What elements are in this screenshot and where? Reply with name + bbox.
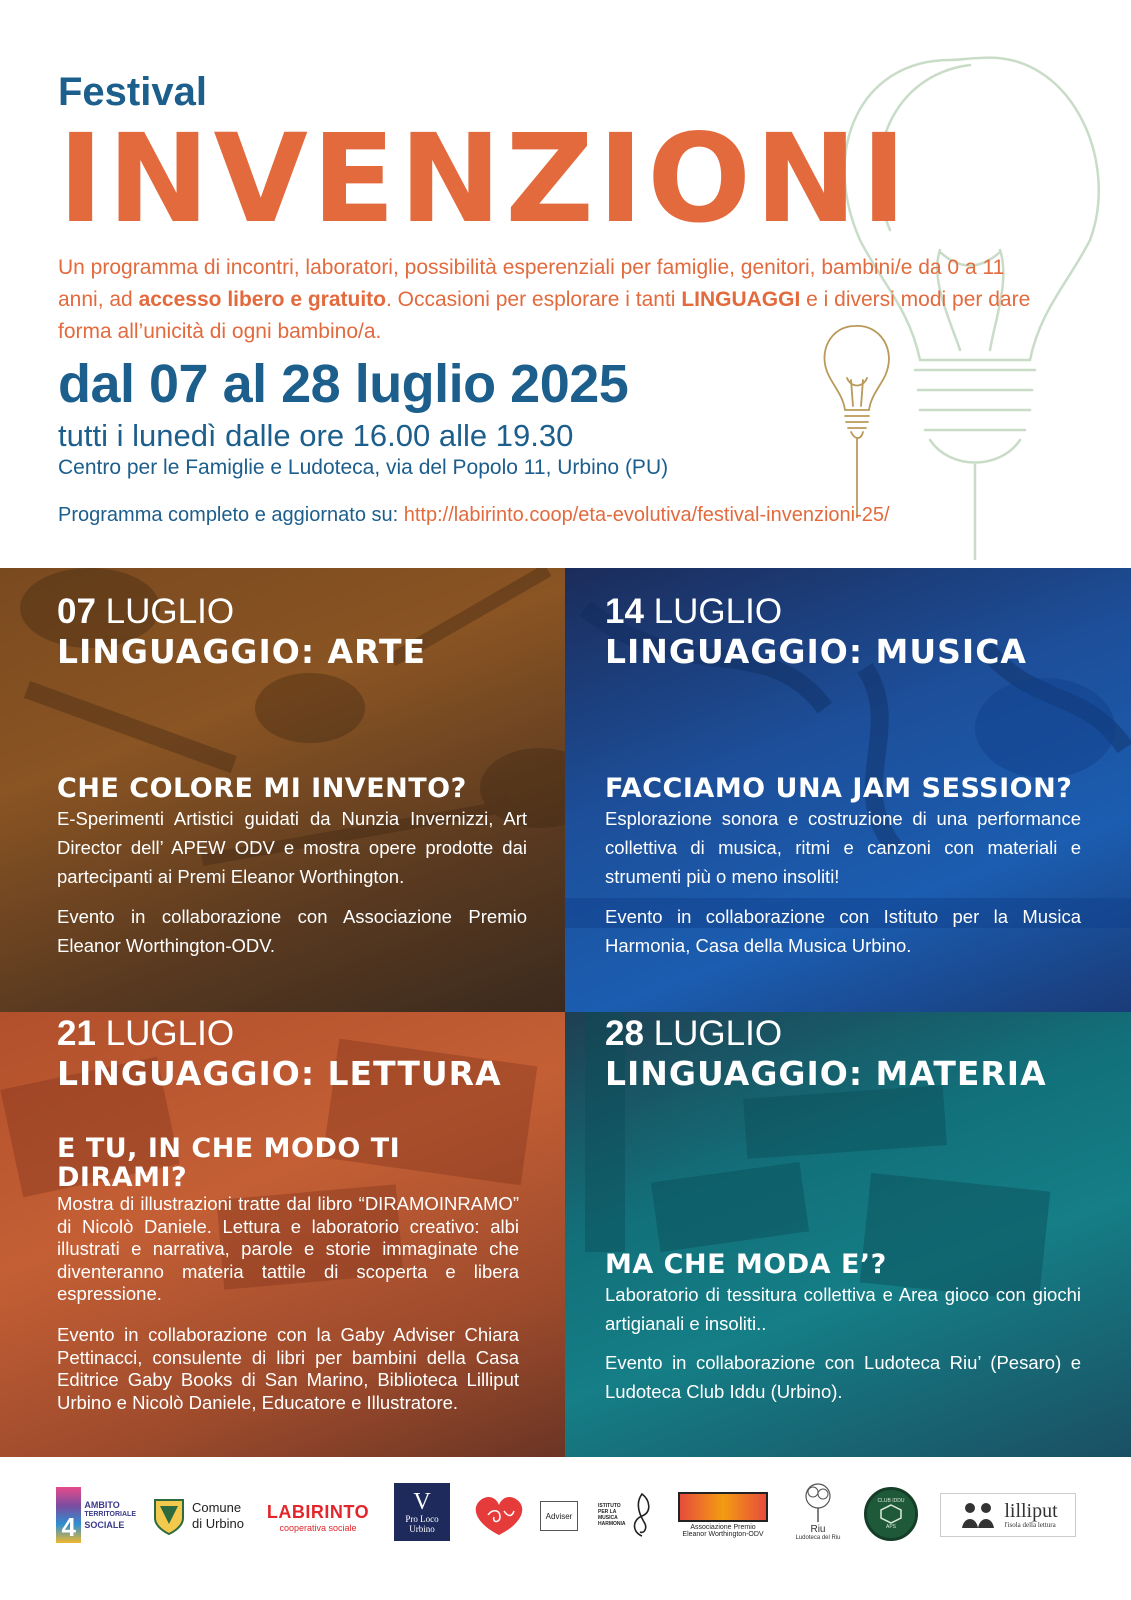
event-language: LINGUAGGIO: MUSICA: [605, 632, 1027, 671]
ambito-line2: TERRITORIALE: [84, 1511, 136, 1518]
event-language: LINGUAGGIO: MATERIA: [605, 1054, 1047, 1093]
event-description: Laboratorio di tessitura collettiva e Area gioco con giochi artigianali e insoliti..: [605, 1284, 1081, 1334]
event-description: Esplorazione sonora e costruzione di una performance collettiva di musica, ritmi e canzoni con materiali e strumenti più o meno insoliti!: [605, 808, 1081, 887]
logo-premio-eleanor: [676, 1487, 770, 1543]
istituto-text: ISTITUTO PER LA MUSICA HARMONIA: [598, 1503, 626, 1527]
logo-labirinto: [262, 1497, 374, 1537]
labirinto-sub: cooperativa sociale: [279, 1522, 357, 1533]
riu-name: Riu: [810, 1523, 826, 1535]
logo-adviser: Adviser: [540, 1501, 578, 1531]
event-collaboration: Evento in collaborazione con Associazione Premio Eleanor Worthington-ODV.: [57, 906, 527, 956]
premio-line1: Associazione Premio: [690, 1524, 756, 1531]
festival-title: INVENZIONI: [58, 108, 911, 250]
lilliput-name: lilliput: [1004, 1500, 1058, 1522]
riu-sub: Ludoteca del Riu: [795, 1534, 841, 1541]
event-collaboration: Evento in collaborazione con Ludoteca Riu’ (Pesaro) e Ludoteca Club Iddu (Urbino).: [605, 1352, 1081, 1402]
event-panel-arte: [0, 568, 565, 1012]
tree-icon: [803, 1482, 833, 1524]
intro-text: Un programma di incontri, laboratori, possibilità esperenziali per famiglie, genitori, bambini/e da 0 a 11 anni, ad accesso libero e gratuito. Occasioni per esplorare i tanti LINGUAGGI e i diversi modi per dare forma all’unicità di ogni bambino/a.: [58, 256, 1031, 343]
gaby-heart-icon: [470, 1493, 528, 1537]
proloco-mark: V: [413, 1489, 431, 1515]
premio-artwork: [678, 1492, 768, 1522]
lilliput-sub: l'isola della lettura: [1004, 1521, 1056, 1529]
event-panel-materia: [565, 1012, 1131, 1457]
club-top: CLUB IDDU: [877, 1498, 905, 1504]
event-date: 14 LUGLIO: [605, 592, 783, 631]
logo-ludoteca-riu: [788, 1475, 848, 1547]
event-panel-musica: [565, 568, 1131, 1012]
logo-ambito-sociale: [56, 1487, 136, 1543]
logo-lilliput: [940, 1493, 1076, 1537]
proloco-line2: Urbino: [409, 1524, 435, 1534]
premio-line2: Eleanor Worthington-ODV: [682, 1531, 764, 1538]
ambito-number: 4: [56, 1487, 81, 1543]
festival-dates: dal 07 al 28 luglio 2025: [58, 354, 629, 414]
event-language: LINGUAGGIO: LETTURA: [57, 1054, 502, 1093]
event-question: MA CHE MODA E’?: [605, 1249, 887, 1280]
event-description: Mostra di illustrazioni tratte dal libro “DIRAMOINRAMO” di Nicolò Daniele. Lettura e laboratorio creativo: albi illustrati e narrativa, parole e storie immaginate che diventeranno materia tattile di scoperta e libera espressione.: [57, 1193, 519, 1304]
event-question: CHE COLORE MI INVENTO?: [57, 773, 467, 804]
hexagon-icon: [880, 1504, 902, 1524]
logo-club-iddu: [864, 1487, 918, 1541]
partner-logos: [0, 1457, 1131, 1600]
program-label: Programma completo e aggiornato su:: [58, 504, 404, 526]
proloco-line1: Pro Loco: [405, 1514, 439, 1524]
logo-istituto-musica: [596, 1491, 658, 1539]
festival-hours: tutti i lunedì dalle ore 16.00 alle 19.30: [58, 418, 574, 453]
event-collaboration: Evento in collaborazione con la Gaby Adviser Chiara Pettinacci, consulente di libri per bambini della Casa Editrice Gaby Books di San Marino, Biblioteca Lilliput Urbino e Nicolò Daniele, Educatore e Illustratore.: [57, 1324, 519, 1413]
event-collaboration: Evento in collaborazione con Istituto per la Musica Harmonia, Casa della Musica Urbino.: [605, 906, 1081, 956]
event-language: LINGUAGGIO: ARTE: [57, 632, 427, 671]
event-description: E-Sperimenti Artistici guidati da Nunzia Invernizzi, Art Director dell’ APEW ODV e mostra opere prodotte dai partecipanti ai Premi Eleanor Worthington.: [57, 808, 527, 887]
event-date: 28 LUGLIO: [605, 1014, 783, 1053]
ambito-line1: AMBITO: [84, 1500, 120, 1510]
club-bottom: APS: [885, 1524, 896, 1530]
logo-gaby: [470, 1493, 528, 1537]
lilliput-people-icon: [958, 1500, 998, 1530]
event-panel-lettura: [0, 1012, 565, 1457]
treble-clef-icon: [628, 1492, 656, 1538]
event-question: E TU, IN CHE MODO TI DIRAMI?: [57, 1133, 401, 1193]
program-line: [58, 504, 890, 527]
festival-venue: Centro per le Famiglie e Ludoteca, via del Popolo 11, Urbino (PU): [58, 456, 669, 479]
event-date: 21 LUGLIO: [57, 1014, 235, 1053]
small-lightbulb-illustration: [815, 318, 905, 518]
festival-label: Festival: [58, 70, 207, 114]
logo-pro-loco: [394, 1483, 450, 1541]
urbino-crest-icon: [152, 1496, 186, 1536]
event-question: FACCIAMO UNA JAM SESSION?: [605, 773, 1073, 804]
logo-comune-urbino: [148, 1493, 248, 1539]
program-link[interactable]: http://labirinto.coop/eta-evolutiva/festival-invenzioni-25/: [403, 504, 890, 526]
comune-line1: Comune: [191, 1500, 242, 1515]
labirinto-name: LABIRINTO: [266, 1501, 370, 1522]
ambito-line3: SOCIALE: [84, 1520, 125, 1530]
comune-line2: di Urbino: [191, 1516, 245, 1531]
event-date: 07 LUGLIO: [57, 592, 235, 631]
